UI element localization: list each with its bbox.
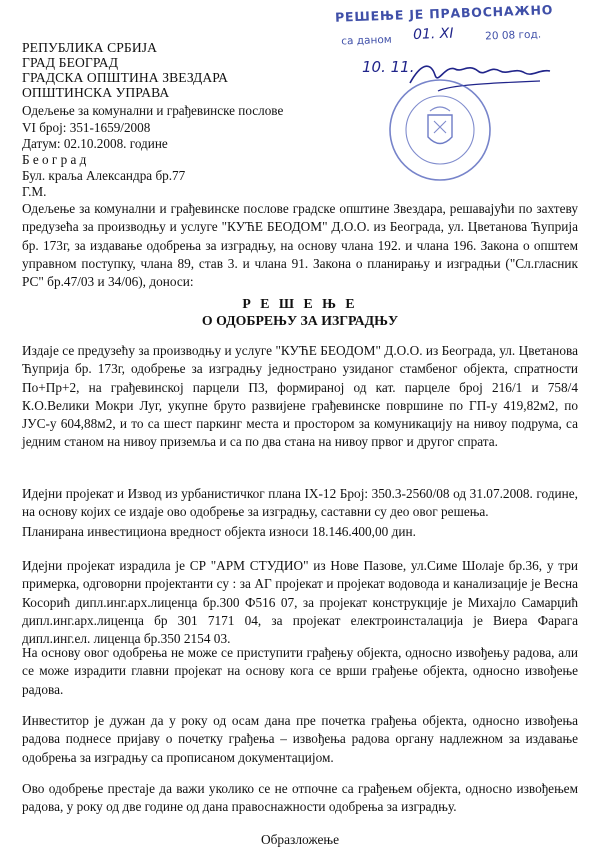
stamp-date-prefix: са даном bbox=[341, 33, 392, 48]
header-number: VI број: 351-1659/2008 bbox=[22, 120, 151, 135]
official-seal-icon bbox=[380, 75, 500, 185]
stamp-date-line bbox=[335, 25, 547, 48]
header-country: РЕПУБЛИКА СРБИЈА bbox=[22, 40, 158, 55]
header-date: Датум: 02.10.2008. године bbox=[22, 136, 168, 151]
header-city: ГРАД БЕОГРАД bbox=[22, 55, 119, 70]
stamp-date-day: 01. XI bbox=[412, 25, 454, 43]
handwritten-date: 10. 11. bbox=[362, 58, 415, 76]
finality-stamp bbox=[334, 2, 554, 50]
paragraph-validity: Ово одобрење престаје да важи уколико се не отпочне са грађењем објекта, односно извођењем радова, у року од две године од дана правоснажности одобрења за изградњу. bbox=[22, 781, 578, 815]
header-initials: Г.М. bbox=[22, 184, 47, 199]
header-address: Бул. краља Александра бр.77 bbox=[22, 168, 186, 183]
paragraph-approval: Издаје се предузећу за производњу и услуге "КУЋЕ БЕОДОМ" Д.О.О. из Београда, ул. Цветанова Ћуприја бр. 173г, одобрење за изградњу једнострано узиданог стамбеног објекта, спратности По+Пр+2, на грађевинској парцели П3, формираној од кат. парцеле број 216/1 и 758/4 К.О.Велики Мокри Луг, укупне бруто развијене грађевинске површине по ГП-у 419,82м2, по ЈУС-у 604,88м2, и то са шест паркинг места и простором за комуникацију на нивоу подрума, са једним станом на нивоу приземља и са по два стана на нивоу првог и другог спрата. bbox=[22, 343, 578, 450]
intro-paragraph: Одељење за комунални и грађевинске послове градске општине Звездара, решавајући по захтеву предузећа за производњу и услуге "КУЋЕ БЕОДОМ" Д.О.О. из Београда, ул. Цветанова Ћуприја бр. 173г, за издавање одобрења за изградњу, на основу члана 192. и члана 196. Закона о општем управном поступку, члана 89, став 3. и члана 91. Закона о планирању и изградњи ("Сл.гласник РС" бр.47/03 и 34/06), доноси: bbox=[22, 201, 578, 290]
header-municipality: ГРАДСКА ОПШТИНА ЗВЕЗДАРА bbox=[22, 70, 229, 85]
paragraph-project-plan: Идејни пројекат и Извод из урбанистичког плана IX-12 Број: 350.3-2560/08 од 31.07.2008. године, на основу којих се издаје ово одобрење за изградњу, саставни су део овог решења. bbox=[22, 486, 578, 520]
stamp-title: РЕШЕЊЕ ЈЕ ПРАВОСНАЖНО bbox=[334, 2, 554, 25]
paragraph-designers: Идејни пројекат израдила је СР "АРМ СТУДИО" из Нове Пазове, ул.Симе Шолаје бр.36, у три примерка, одговорни пројектанти су : за АГ пројекат и пројекат водовода и канализације је Весна Косорић дипл.инг.арх.лиценца бр.300 Ф516 07, за пројекат конструкције је Михајло Самарџић дипл.инг.арх.лиценца бр 301 7171 04, за пројекат електроинсталација је Виера Фарага дипл.инг.ел. лиценца бр.350 2154 03. bbox=[22, 558, 578, 647]
decision-title: Р Е Ш Е Њ Е bbox=[242, 296, 358, 311]
header-administration: ОПШТИНСКА УПРАВА bbox=[22, 85, 170, 100]
decision-subtitle: О ОДОБРЕЊУ ЗА ИЗГРАДЊУ bbox=[201, 313, 399, 328]
header-department: Одељење за комунални и грађевинске послове bbox=[22, 103, 284, 118]
paragraph-investment: Планирана инвестициона вредност објекта износи 18.146.400,00 дин. bbox=[22, 524, 416, 539]
explanation-heading: Образложење bbox=[260, 832, 340, 847]
stamp-date-year: 20 08 год. bbox=[484, 28, 542, 43]
header-place: Б е о г р а д bbox=[22, 152, 87, 167]
paragraph-investor-duty: Инвеститор је дужан да у року од осам дана пре почетка грађења објекта, односно извођења радова поднесе пријаву о почетку грађења – извођења радова органу надлежном за издавање одобрења за изградњу са прописаном документацијом. bbox=[22, 713, 578, 765]
paragraph-restriction: На основу овог одобрења не може се приступити грађењу објекта, односно извођењу радова, али се може израдити главни пројекат на основу кога се врши грађење објекта, односно извођење радова. bbox=[22, 645, 578, 697]
